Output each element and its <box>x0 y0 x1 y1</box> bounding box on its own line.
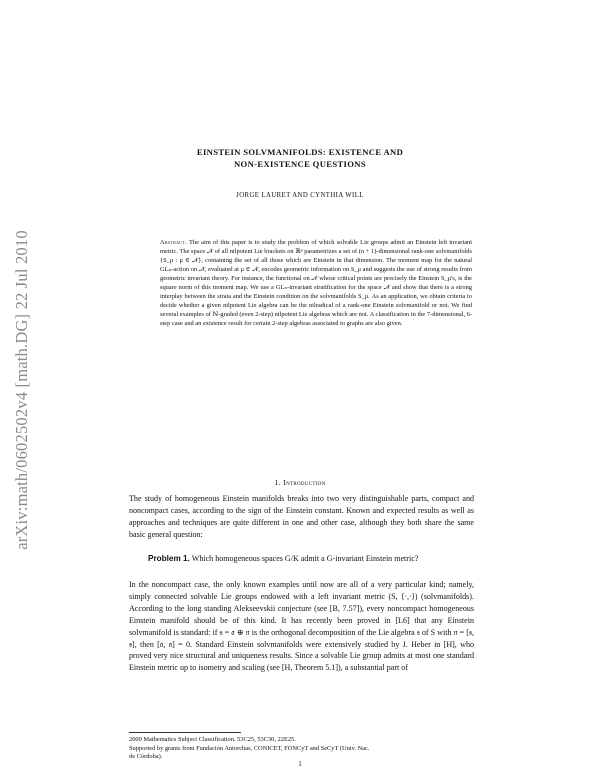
authors: JORGE LAURET AND CYNTHIA WILL <box>236 192 364 199</box>
abstract-label: Abstract. <box>160 239 187 246</box>
arxiv-identifier: arXiv:math/0602502v4 [math.DG] 22 Jul 2010 <box>12 230 32 550</box>
footnotes <box>129 736 474 762</box>
problem-statement <box>148 553 454 565</box>
problem-text: Which homogeneous spaces G/K admit a G-invariant Einstein metric? <box>191 554 419 563</box>
problem-label: Problem 1. <box>148 554 190 563</box>
arxiv-side-stamp <box>2 170 42 610</box>
footnote-line: Supported by grants from Fundación Antorchas, CONICET, FONCyT and SeCyT (Univ. Nac. <box>129 744 370 752</box>
section-number: 1. <box>274 478 281 487</box>
body-paragraph: In the noncompact case, the only known examples until now are all of a very particular kind; namely, simply connected solvable Lie groups endowed with a left invariant metric (S, ⟨·,·⟩) (solvmanifolds). According to the long standing Alekseevskii conjecture (see [B, 7.57]), every noncompact homogeneous Einstein manifold should be of this kind. It has recently been proved in [L6] that any Einstein solvmanifold is standard: if 𝔰 = 𝔞 ⊕ 𝔫 is the orthogonal decomposition of the Lie algebra 𝔰 of S with 𝔫 = [𝔰, 𝔰], then [𝔞, 𝔞] = 0. Standard Einstein solvmanifolds were extensively studied by J. Heber in [H], who proved very nice structural and uniqueness results. Since a solvable Lie group admits at most one standard Einstein metric up to isometry and scaling (see [H, Theorem 5.1]), a substantial part of <box>129 580 474 673</box>
paper-title <box>135 146 465 170</box>
abstract-text: The aim of this paper is to study the problem of which solvable Lie groups admit an Einstein left invariant metric. The space 𝒩 of all nilpotent Lie brackets on ℝⁿ parametrizes a set of (n + 1)-dimensional rank-one solvmanifolds {S_μ : μ ∈ 𝒩}, containing the set of all those which are Einstein in that dimension. The moment map for the natural GLₙ-action on 𝒩, evaluated at μ ∈ 𝒩, encodes geometric information on S_μ and suggests the use of strong results from geometric invariant theory. For instance, the functional on 𝒩 whose critical points are precisely the Einstein S_μ's, is the square norm of this moment map. We use a GLₙ-invariant stratification for the space 𝒩 and show that there is a strong interplay between the strata and the Einstein condition on the solvmanifolds S_μ. As an application, we obtain criteria to decide whether a given nilpotent Lie algebra can be the nilradical of a rank-one Einstein solvmanifold or not. We find several examples of ℕ-graded (even 2-step) nilpotent Lie algebras which are not. A classification in the 7-dimensional, 6-step case and an existence result for certain 2-step algebras associated to graphs are also given. <box>160 239 472 328</box>
section-heading <box>130 478 470 487</box>
intro-paragraph: The study of homogeneous Einstein manifolds breaks into two very distinguishable parts, compact and noncompact cases, according to the sign of the Einstein constant. Known and expected results as well as approaches and techniques are quite different in one and other case, although they both share the same basic general question: <box>129 494 474 539</box>
footnote-rule <box>129 732 241 733</box>
section-title: Introduction <box>283 478 326 487</box>
footnote-line: 2000 Mathematics Subject Classification. 53C25, 53C30, 22E25. <box>129 736 296 743</box>
page-number: 1 <box>298 760 302 768</box>
title-line: EINSTEIN SOLVMANIFOLDS: EXISTENCE AND <box>196 147 404 157</box>
abstract <box>160 238 472 328</box>
footnote-line: de Córdoba). <box>129 753 163 761</box>
title-line: NON-EXISTENCE QUESTIONS <box>234 159 366 169</box>
